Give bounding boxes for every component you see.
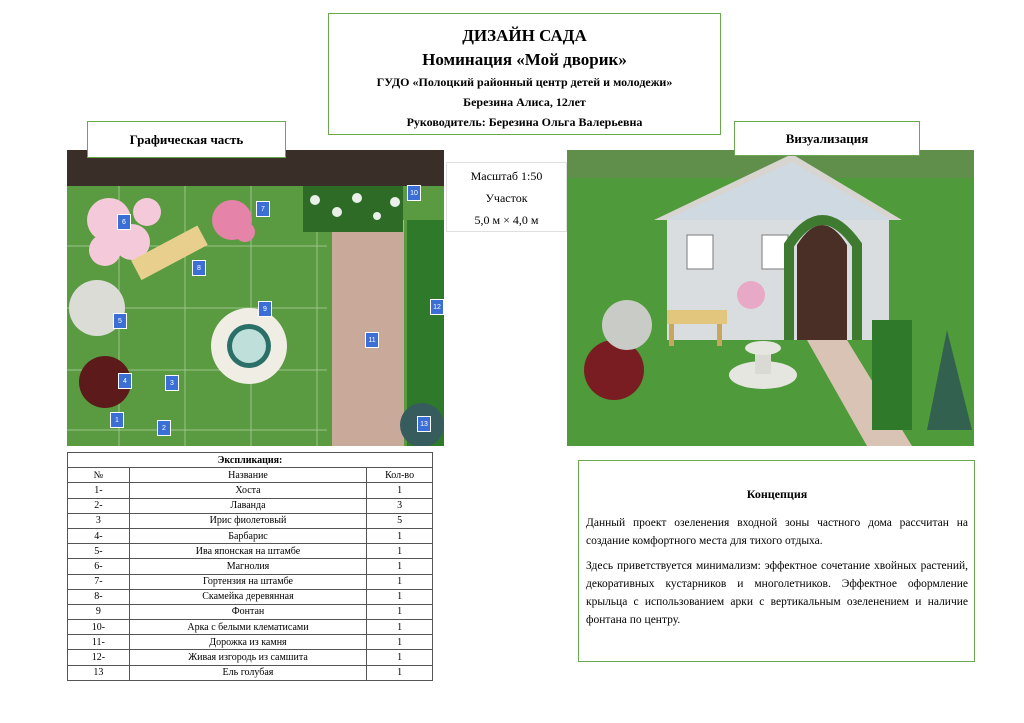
table-cell-qty: 1 — [367, 574, 433, 589]
table-cell-num: 4- — [68, 528, 130, 543]
concept-block — [578, 460, 975, 662]
table-cell-num: 5- — [68, 544, 130, 559]
table-cell-qty: 1 — [367, 665, 433, 680]
table-row — [68, 589, 433, 604]
graphic-part-label: Графическая часть — [87, 121, 286, 158]
table-cell-num: 11- — [68, 635, 130, 650]
table-cell-qty: 1 — [367, 650, 433, 665]
garden-plan-drawing — [67, 150, 444, 446]
table-row — [68, 483, 433, 498]
plan-marker-4: 4 — [118, 373, 132, 389]
table-cell-name: Арка с белыми клематисами — [129, 620, 366, 635]
table-cell-num: 13 — [68, 665, 130, 680]
column-header: Название — [129, 468, 366, 483]
table-row — [68, 604, 433, 619]
plan-marker-6: 6 — [117, 214, 131, 230]
plan-marker-10: 10 — [407, 185, 421, 201]
table-row — [68, 650, 433, 665]
table-row — [68, 528, 433, 543]
table-cell-name: Хоста — [129, 483, 366, 498]
title-block — [328, 13, 721, 135]
table-cell-qty: 1 — [367, 544, 433, 559]
table-cell-num: 8- — [68, 589, 130, 604]
organization: ГУДО «Полоцкий районный центр детей и молодежи» — [376, 75, 673, 89]
plan-marker-13: 13 — [417, 416, 431, 432]
visualization-drawing — [567, 150, 974, 446]
table-cell-name: Лаванда — [129, 498, 366, 513]
table-row — [68, 559, 433, 574]
size-text: 5,0 м × 4,0 м — [474, 213, 539, 227]
plan-marker-2: 2 — [157, 420, 171, 436]
table-cell-num: 7- — [68, 574, 130, 589]
supervisor: Руководитель: Березина Ольга Валерьевна — [406, 115, 643, 129]
plan-marker-8: 8 — [192, 260, 206, 276]
table-cell-num: 6- — [68, 559, 130, 574]
plan-marker-7: 7 — [256, 201, 270, 217]
garden-plan — [67, 150, 444, 446]
table-cell-qty: 1 — [367, 528, 433, 543]
table-header-row — [68, 468, 433, 483]
table-cell-name: Ель голубая — [129, 665, 366, 680]
table-cell-num: 9 — [68, 604, 130, 619]
table-cell-name: Фонтан — [129, 604, 366, 619]
table-cell-name: Дорожка из камня — [129, 635, 366, 650]
table-cell-num: 10- — [68, 620, 130, 635]
table-caption: Экспликация: — [68, 453, 433, 468]
column-header: Кол-во — [367, 468, 433, 483]
plan-marker-9: 9 — [258, 301, 272, 317]
table-cell-qty: 3 — [367, 498, 433, 513]
concept-paragraph: Данный проект озеленения входной зоны частного дома рассчитан на создание комфортного места для тихого отдыха. — [586, 517, 968, 547]
concept-paragraph: Здесь приветствуется минимализм: эффектное сочетание хвойных растений, декоративных кустарников и многолетников. Эффектное оформление крыльца с использованием арки с вертикальным озеленением и наличие фонтана по центру. — [586, 560, 968, 626]
visualization-label: Визуализация — [734, 121, 920, 156]
table-cell-num: 2- — [68, 498, 130, 513]
table-cell-qty: 1 — [367, 620, 433, 635]
plan-marker-1: 1 — [110, 412, 124, 428]
table-cell-name: Живая изгородь из самшита — [129, 650, 366, 665]
table-cell-qty: 1 — [367, 483, 433, 498]
table-cell-num: 3 — [68, 513, 130, 528]
plan-marker-11: 11 — [365, 332, 379, 348]
table-row — [68, 620, 433, 635]
table-cell-name: Магнолия — [129, 559, 366, 574]
plot-text: Участок — [485, 191, 528, 205]
column-header: № — [68, 468, 130, 483]
table-cell-qty: 1 — [367, 635, 433, 650]
table-row — [68, 498, 433, 513]
scale-text: Масштаб 1:50 — [470, 169, 543, 183]
table-cell-name: Ирис фиолетовый — [129, 513, 366, 528]
plan-marker-3: 3 — [165, 375, 179, 391]
table-row — [68, 665, 433, 680]
table-row — [68, 635, 433, 650]
table-row — [68, 544, 433, 559]
scale-box — [446, 162, 567, 232]
table-row — [68, 574, 433, 589]
table-cell-name: Скамейка деревянная — [129, 589, 366, 604]
table-cell-qty: 5 — [367, 513, 433, 528]
author: Березина Алиса, 12лет — [463, 95, 586, 109]
nomination: Номинация «Мой дворик» — [422, 50, 627, 69]
explication-table — [67, 452, 433, 681]
table-cell-name: Ива японская на штамбе — [129, 544, 366, 559]
table-cell-qty: 1 — [367, 559, 433, 574]
table-row — [68, 513, 433, 528]
table-cell-qty: 1 — [367, 589, 433, 604]
plan-marker-5: 5 — [113, 313, 127, 329]
table-cell-name: Гортензия на штамбе — [129, 574, 366, 589]
page-title: ДИЗАЙН САДА — [462, 26, 587, 45]
table-cell-name: Барбарис — [129, 528, 366, 543]
table-cell-num: 12- — [68, 650, 130, 665]
table-cell-qty: 1 — [367, 604, 433, 619]
table-cell-num: 1- — [68, 483, 130, 498]
concept-title: Концепция — [746, 487, 808, 501]
plan-marker-12: 12 — [430, 299, 444, 315]
visualization-image — [567, 150, 974, 446]
